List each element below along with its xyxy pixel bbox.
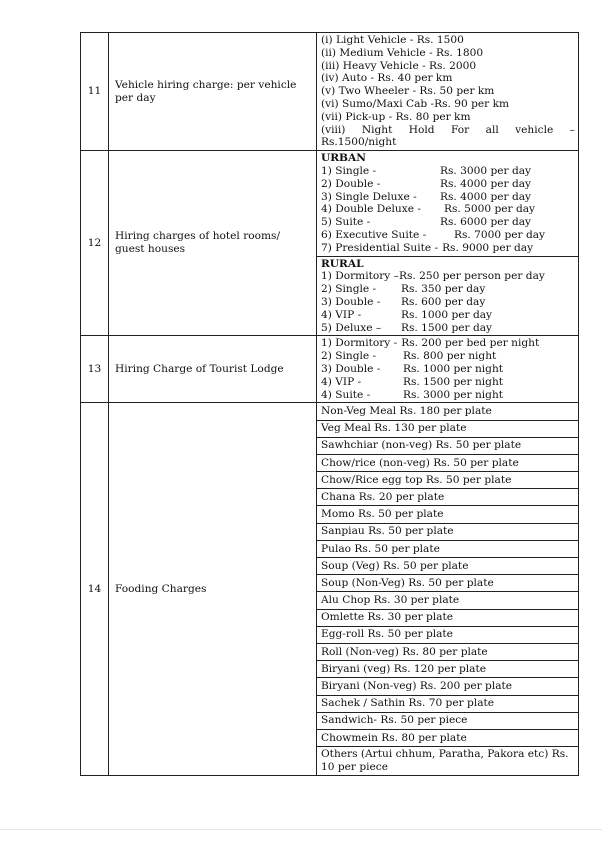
list-item: 5) Deluxe – Rs. 1500 per day [321, 321, 493, 334]
row-description: Hiring Charge of Tourist Lodge [109, 336, 317, 403]
list-item: (vi) Sumo/Maxi Cab -Rs. 90 per km [321, 97, 510, 110]
word: – [569, 123, 575, 136]
table-row-13 [81, 336, 579, 403]
tourist-lodge-rates [317, 336, 579, 403]
list-item: (v) Two Wheeler - Rs. 50 per km [321, 85, 495, 98]
urban-heading: URBAN [321, 152, 366, 165]
list-item: 3) Double - Rs. 1000 per night [321, 362, 504, 375]
food-item: Roll (Non-veg) Rs. 80 per plate [317, 643, 579, 660]
food-item: Soup (Veg) Rs. 50 per plate [317, 558, 579, 575]
food-item: Omlette Rs. 30 per plate [317, 609, 579, 626]
list-item: 3) Single Deluxe - Rs. 4000 per day [321, 190, 532, 203]
word: (viii) [321, 123, 346, 136]
list-item: 3) Double - Rs. 600 per day [321, 295, 486, 308]
list-item-continuation: Rs.1500/night [321, 136, 397, 149]
food-item: Sachek / Sathin Rs. 70 per plate [317, 695, 579, 712]
list-item: 2) Double - Rs. 4000 per day [321, 177, 532, 190]
word: For [451, 123, 470, 136]
list-item: (i) Light Vehicle - Rs. 1500 [321, 34, 464, 46]
row-description: Hiring charges of hotel rooms/ guest houses [109, 151, 317, 336]
table-row-11 [81, 33, 579, 151]
row-number: 11 [81, 33, 109, 151]
rural-rates [317, 256, 579, 336]
food-item: Biryani (veg) Rs. 120 per plate [317, 661, 579, 678]
list-item: (iv) Auto - Rs. 40 per km [321, 72, 453, 85]
food-item: Momo Rs. 50 per plate [317, 506, 579, 523]
food-item: Chow/Rice egg top Rs. 50 per plate [317, 472, 579, 489]
food-item: Chow/rice (non-veg) Rs. 50 per plate [317, 454, 579, 471]
word: vehicle [515, 123, 554, 136]
word: Night [361, 123, 393, 136]
vehicle-rates [317, 33, 579, 151]
rural-heading: RURAL [321, 257, 364, 270]
food-item: Soup (Non-Veg) Rs. 50 per plate [317, 575, 579, 592]
food-item: Non-Veg Meal Rs. 180 per plate [317, 403, 579, 420]
list-item: 4) VIP - Rs. 1500 per night [321, 375, 504, 388]
word: Hold [408, 123, 435, 136]
list-item: 1) Dormitory – Rs. 250 per person per day [321, 270, 545, 283]
urban-rates [317, 151, 579, 256]
row-description: Fooding Charges [109, 403, 317, 775]
food-item: Pulao Rs. 50 per plate [317, 540, 579, 557]
food-item: Sandwich- Rs. 50 per piece [317, 712, 579, 729]
list-item: (ii) Medium Vehicle - Rs. 1800 [321, 46, 484, 59]
food-item: Biryani (Non-veg) Rs. 200 per plate [317, 678, 579, 695]
table-row-14 [81, 403, 579, 420]
row-description: Vehicle hiring charge: per vehicle per day [109, 33, 317, 151]
food-item: Chana Rs. 20 per plate [317, 489, 579, 506]
row-number: 12 [81, 151, 109, 336]
food-item: Egg-roll Rs. 50 per plate [317, 626, 579, 643]
list-item: 5) Suite - Rs. 6000 per day [321, 216, 532, 229]
food-item: Veg Meal Rs. 130 per plate [317, 420, 579, 437]
list-item: 1) Dormitory - Rs. 200 per bed per night [321, 337, 540, 350]
list-item: 6) Executive Suite - Rs. 7000 per day [321, 228, 546, 241]
table-row-12 [81, 151, 579, 256]
list-item: 2) Single - Rs. 800 per night [321, 350, 497, 363]
list-item: 2) Single - Rs. 350 per day [321, 283, 486, 296]
list-item: 4) Suite - Rs. 3000 per night [321, 388, 504, 401]
list-item: (iii) Heavy Vehicle - Rs. 2000 [321, 59, 477, 72]
food-item: Sawhchiar (non-veg) Rs. 50 per plate [317, 437, 579, 454]
list-item: 4) Double Deluxe - Rs. 5000 per day [321, 203, 536, 216]
food-item: Alu Chop Rs. 30 per plate [317, 592, 579, 609]
food-item: Chowmein Rs. 80 per plate [317, 729, 579, 746]
row-number: 14 [81, 403, 109, 775]
list-item: 4) VIP - Rs. 1000 per day [321, 308, 493, 321]
list-item: 1) Single - Rs. 3000 per day [321, 164, 532, 177]
food-item: Sanpiau Rs. 50 per plate [317, 523, 579, 540]
charges-table [80, 32, 579, 776]
food-item: Others (Artui chhum, Paratha, Pakora etc) Rs. 10 per piece [317, 747, 579, 776]
list-item: 7) Presidential Suite - Rs. 9000 per day [321, 241, 534, 254]
row-number: 13 [81, 336, 109, 403]
word: all [485, 123, 499, 136]
list-item: (vii) Pick-up - Rs. 80 per km [321, 110, 471, 123]
list-item-justified [321, 124, 575, 137]
page-edge-divider [0, 829, 602, 830]
